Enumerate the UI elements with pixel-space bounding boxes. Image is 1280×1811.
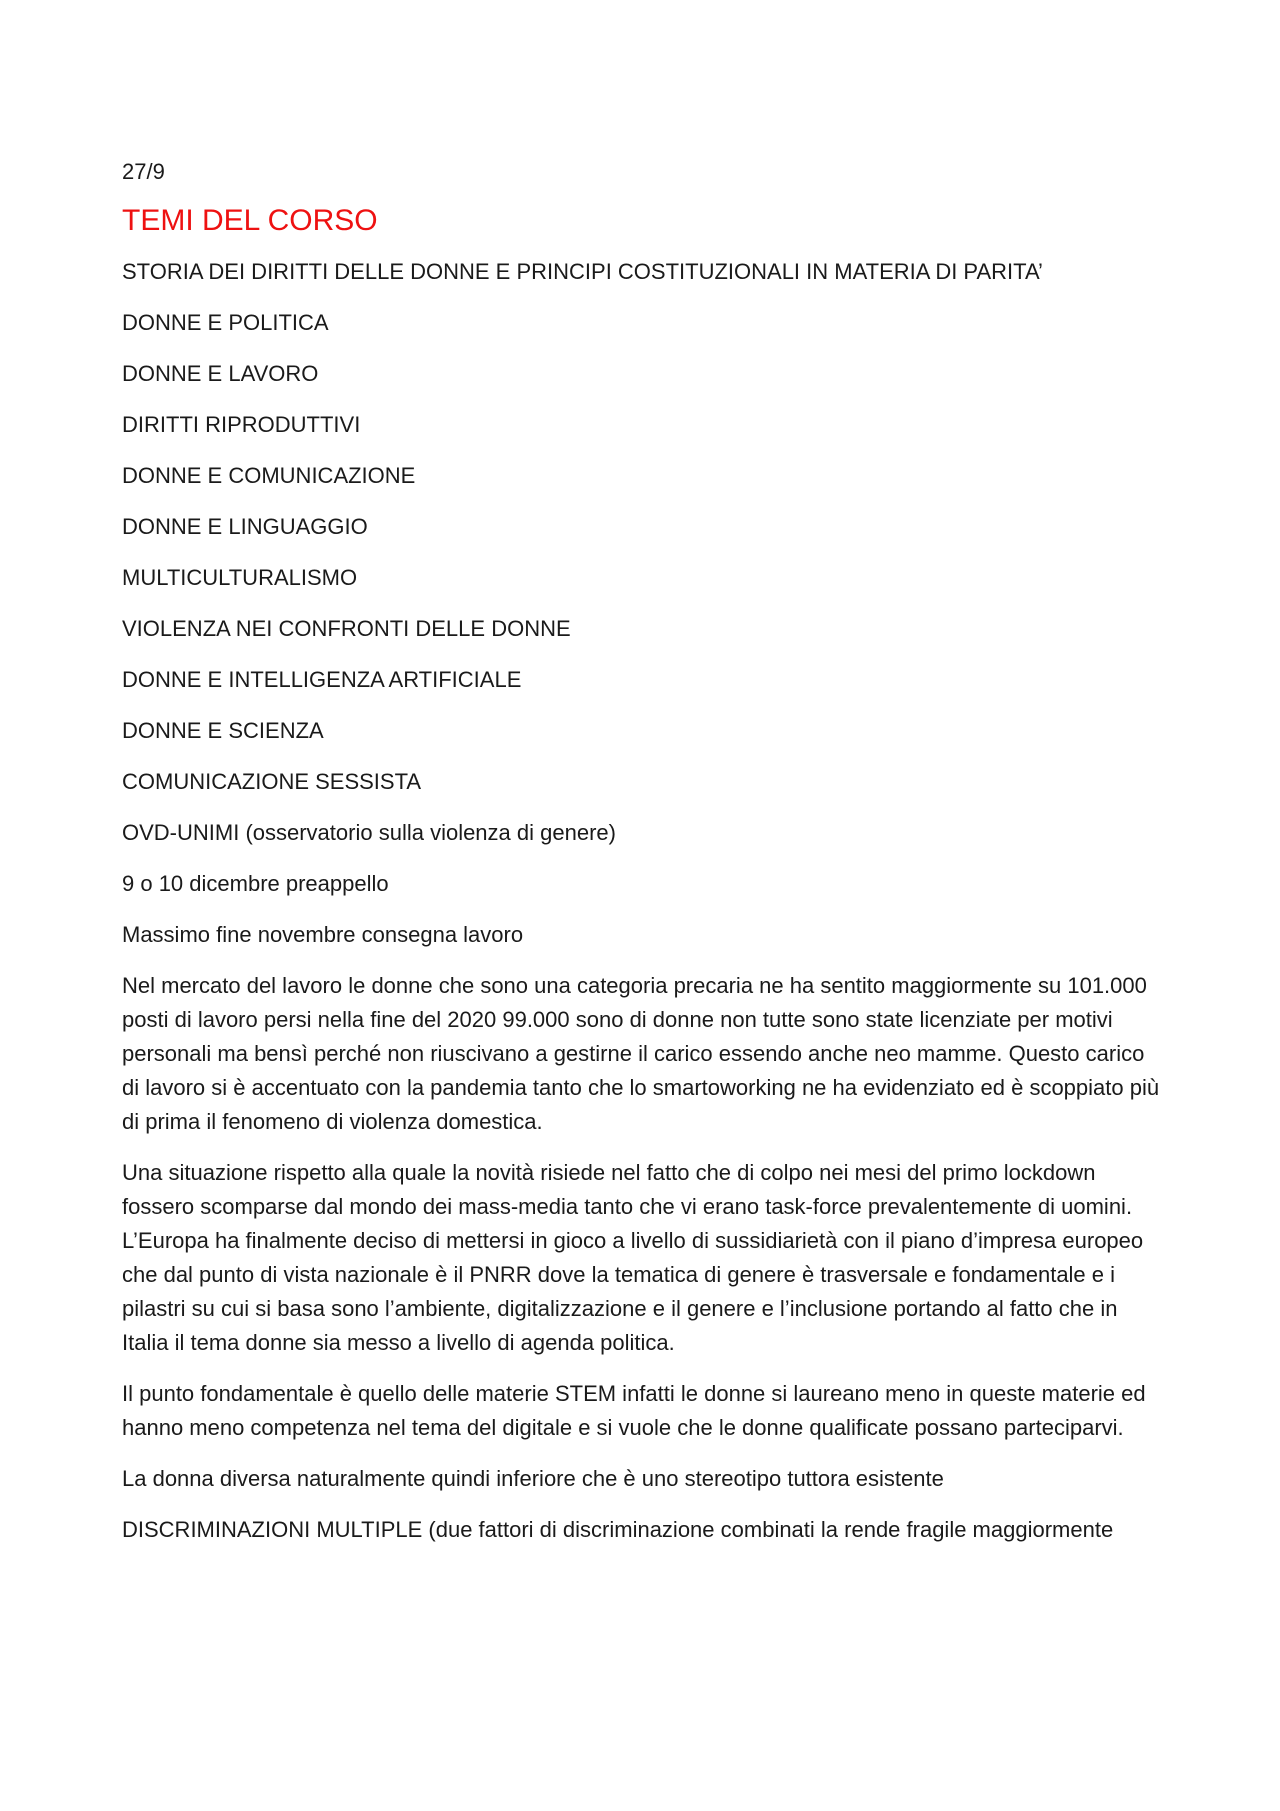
topic-item: MULTICULTURALISMO [122,565,358,590]
notes-section [122,969,1162,1547]
document-date: 27/9 [122,159,165,184]
topics-list [122,255,1162,952]
topic-item: DONNE E COMUNICAZIONE [122,463,416,488]
topic-item: OVD-UNIMI (osservatorio sulla violenza di genere) [122,820,616,845]
paragraph: Il punto fondamentale è quello delle materie STEM infatti le donne si laureano meno in queste materie ed hanno meno competenza nel tema del digitale e si vuole che le donne qualificate possano parteciparvi. [122,1381,1146,1440]
topic-item: DONNE E INTELLIGENZA ARTIFICIALE [122,667,522,692]
topic-item: DIRITTI RIPRODUTTIVI [122,412,361,437]
topic-item: Massimo fine novembre consegna lavoro [122,922,524,947]
topic-item: VIOLENZA NEI CONFRONTI DELLE DONNE [122,616,571,641]
document-title: TEMI DEL CORSO [122,204,378,237]
topic-item: DONNE E LAVORO [122,361,319,386]
topic-item: COMUNICAZIONE SESSISTA [122,769,422,794]
paragraph: La donna diversa naturalmente quindi inferiore che è uno stereotipo tuttora esistente [122,1466,944,1491]
paragraph: Nel mercato del lavoro le donne che sono una categoria precaria ne ha sentito maggiormente su 101.000 posti di lavoro persi nella fine del 2020 99.000 sono di donne non tutte sono state licenziate per motivi personali ma bensì perché non riuscivano a gestirne il carico essendo anche neo mamme. Questo carico di lavoro si è accentuato con la pandemia tanto che lo smartoworking ne ha evidenziato ed è scoppiato più di prima il fenomeno di violenza domestica. [122,973,1160,1134]
topic-item: 9 o 10 dicembre preappello [122,871,389,896]
paragraph: DISCRIMINAZIONI MULTIPLE (due fattori di discriminazione combinati la rende fragile maggiormente [122,1517,1114,1542]
topic-item: DONNE E LINGUAGGIO [122,514,368,539]
document-body [122,155,1162,1564]
topic-item: STORIA DEI DIRITTI DELLE DONNE E PRINCIPI COSTITUZIONALI IN MATERIA DI PARITA’ [122,259,1043,284]
topic-item: DONNE E POLITICA [122,310,329,335]
topic-item: DONNE E SCIENZA [122,718,324,743]
paragraph: Una situazione rispetto alla quale la novità risiede nel fatto che di colpo nei mesi del primo lockdown fossero scomparse dal mondo dei mass-media tanto che vi erano task-force prevalentemente di uomini. L’Europa ha finalmente deciso di mettersi in gioco a livello di sussidiarietà con il piano d’impresa europeo che dal punto di vista nazionale è il PNRR dove la tematica di genere è trasversale e fondamentale e i pilastri su cui si basa sono l’ambiente, digitalizzazione e il genere e l’inclusione portando al fatto che in Italia il tema donne sia messo a livello di agenda politica. [122,1160,1144,1355]
